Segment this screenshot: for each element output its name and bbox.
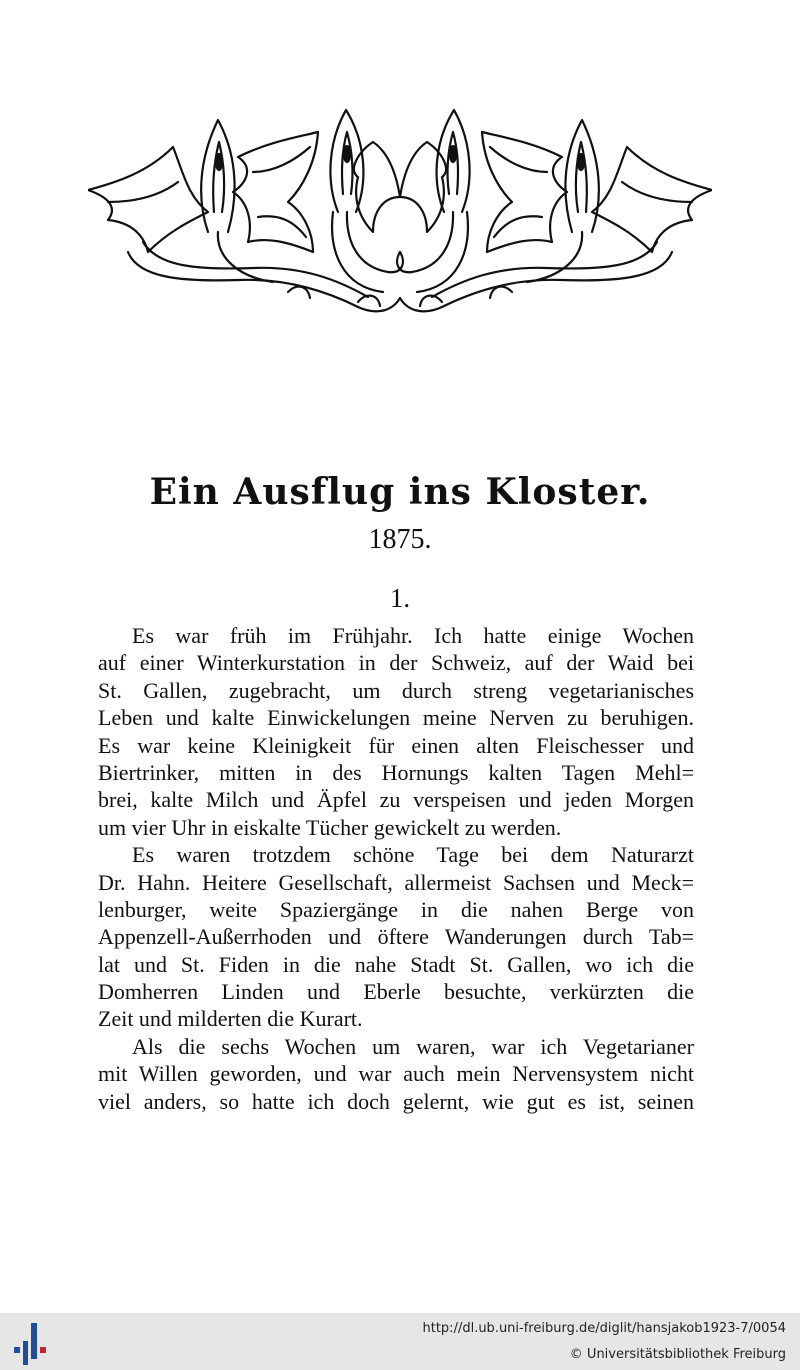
text-line: lat und St. Fiden in die nahe Stadt St. Gallen, wo ich die xyxy=(98,951,694,977)
text-line: Es war keine Kleinigkeit für einen alten Fleischesser und xyxy=(98,732,694,758)
chapter-year: 1875. xyxy=(368,524,432,555)
chapter-title: Ein Ausflug ins Kloster. xyxy=(149,471,651,513)
text-line: brei, kalte Milch und Äpfel zu verspeisen und jeden Morgen xyxy=(98,787,694,813)
body-text xyxy=(98,622,694,1115)
text-line: St. Gallen, zugebracht, um durch streng vegetarianisches xyxy=(98,677,694,703)
footer-bar xyxy=(0,1313,800,1370)
text-line: Es war früh im Frühjahr. Ich hatte einige Wochen xyxy=(132,623,694,648)
permalink-url[interactable]: http://dl.ub.uni-freiburg.de/diglit/hansjakob1923-7/0054 xyxy=(422,1321,786,1336)
library-logo-icon xyxy=(14,1321,48,1365)
text-line: Biertrinker, mitten in des Hornungs kalten Tagen Mehl= xyxy=(98,759,694,785)
text-line: lenburger, weite Spaziergänge in die nahen Berge von xyxy=(98,896,694,922)
text-line: Es waren trotzdem schöne Tage bei dem Naturarzt xyxy=(132,842,694,868)
text-line: mit Willen geworden, und war auch mein Nervensystem nicht xyxy=(98,1061,694,1087)
section-number: 1. xyxy=(389,583,411,613)
text-line: Dr. Hahn. Heitere Gesellschaft, allermeist Sachsen und Meck= xyxy=(98,869,694,895)
text-line: Als die sechs Wochen um waren, war ich Vegetarianer xyxy=(132,1033,694,1059)
text-line: Zeit und milderten die Kurart. xyxy=(98,1006,363,1032)
text-line: Domherren Linden und Eberle besuchte, verkürzten die xyxy=(98,979,694,1005)
text-line: Appenzell-Außerrhoden und öftere Wanderungen durch Tab= xyxy=(98,924,694,950)
text-line: um vier Uhr in eiskalte Tücher gewickelt zu werden. xyxy=(98,814,562,840)
art-nouveau-ornament xyxy=(88,102,712,320)
text-line: Leben und kalte Einwickelungen meine Nerven zu beruhigen. xyxy=(98,705,694,731)
copyright-notice: © Universitätsbibliothek Freiburg xyxy=(569,1347,786,1362)
text-line: auf einer Winterkurstation in der Schweiz, auf der Waid bei xyxy=(98,650,694,676)
text-line: viel anders, so hatte ich doch gelernt, wie gut es ist, seinen xyxy=(98,1088,694,1114)
